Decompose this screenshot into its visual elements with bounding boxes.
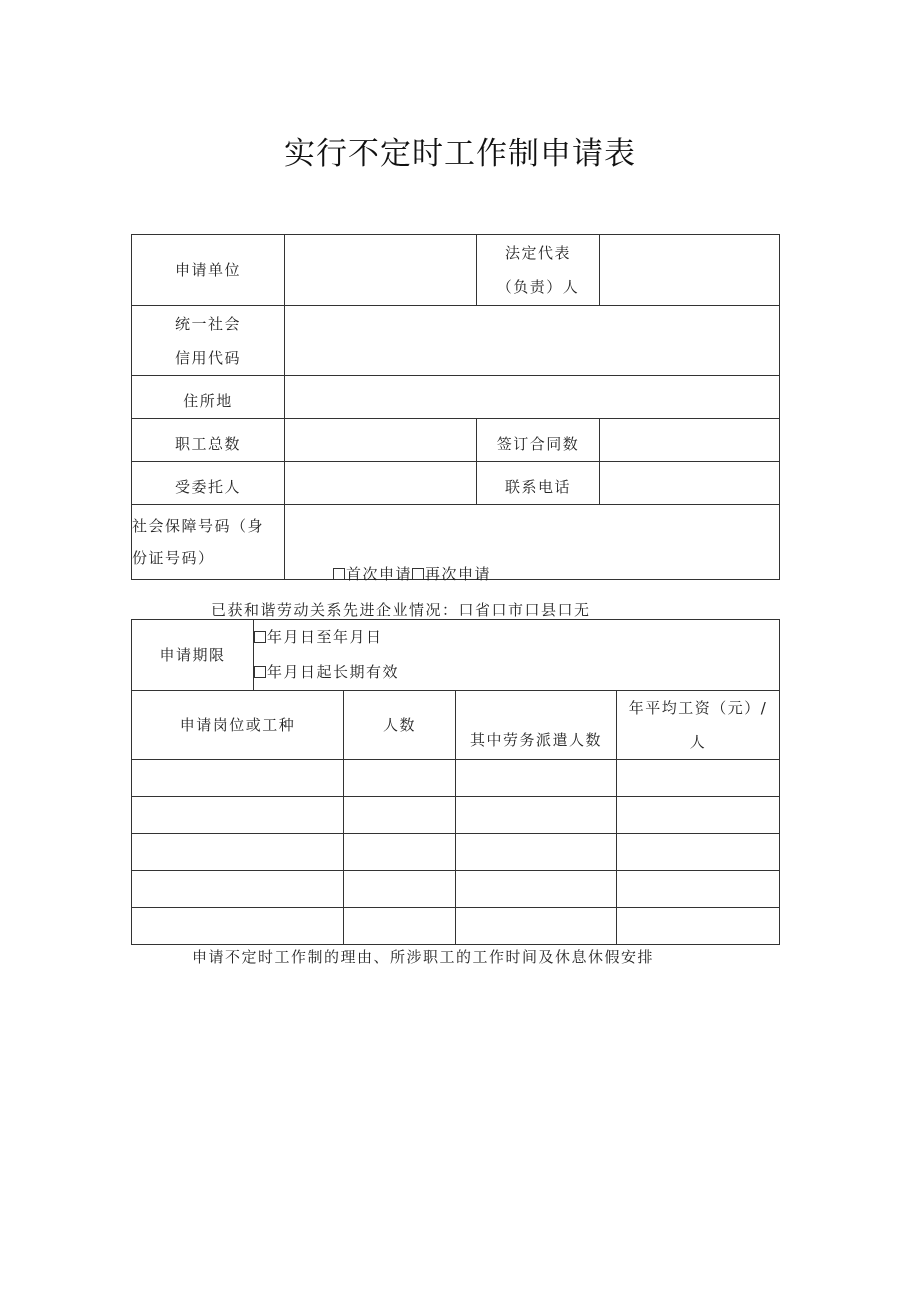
legal-rep-label-line1: 法定代表 bbox=[504, 244, 571, 262]
col-dispatch-header: 其中劳务派遣人数 bbox=[456, 691, 617, 760]
reapplication-label: 再次申请 bbox=[425, 565, 492, 583]
period-option-range[interactable] bbox=[254, 620, 779, 655]
applicant-unit-label: 申请单位 bbox=[132, 235, 285, 306]
honor-status-line: 已获和谐劳动关系先进企业情况：口省口市口县口无 bbox=[211, 601, 591, 619]
credit-code-label bbox=[132, 306, 285, 376]
dispatch-cell[interactable] bbox=[456, 834, 617, 871]
col-wage-header-line1: 年平均工资（元）/ bbox=[628, 699, 768, 717]
table-row bbox=[132, 797, 780, 834]
total-staff-label: 职工总数 bbox=[132, 419, 285, 462]
credit-code-label-line2: 信用代码 bbox=[174, 348, 241, 367]
ssn-label-line2: 份证号码） bbox=[132, 549, 215, 567]
contracts-signed-field[interactable] bbox=[600, 419, 780, 462]
col-post-header: 申请岗位或工种 bbox=[132, 691, 344, 760]
wage-cell[interactable] bbox=[617, 760, 780, 797]
credit-code-field[interactable] bbox=[285, 306, 780, 376]
first-application-label: 首次申请 bbox=[346, 565, 413, 583]
post-cell[interactable] bbox=[132, 760, 344, 797]
count-cell[interactable] bbox=[344, 834, 456, 871]
post-cell[interactable] bbox=[132, 834, 344, 871]
wage-cell[interactable] bbox=[617, 834, 780, 871]
reapplication-checkbox[interactable] bbox=[412, 568, 424, 580]
table-row bbox=[132, 834, 780, 871]
table-row bbox=[132, 871, 780, 908]
ssn-label bbox=[132, 505, 285, 580]
count-cell[interactable] bbox=[344, 871, 456, 908]
positions-table bbox=[131, 619, 780, 945]
period-longterm-checkbox[interactable] bbox=[254, 666, 266, 678]
applicant-unit-field[interactable] bbox=[285, 235, 477, 306]
table-row bbox=[132, 908, 780, 945]
reason-line: 申请不定时工作制的理由、所涉职工的工作时间及休息休假安排 bbox=[192, 948, 655, 966]
trustee-field[interactable] bbox=[285, 462, 477, 505]
post-cell[interactable] bbox=[132, 908, 344, 945]
total-staff-field[interactable] bbox=[285, 419, 477, 462]
col-count-header: 人数 bbox=[344, 691, 456, 760]
ssn-label-line1: 社会保障号码（身 bbox=[132, 517, 265, 535]
address-label: 住所地 bbox=[132, 376, 285, 419]
applicant-info-table bbox=[131, 234, 780, 580]
legal-rep-label-line2: （负责）人 bbox=[496, 278, 580, 296]
wage-cell[interactable] bbox=[617, 871, 780, 908]
post-cell[interactable] bbox=[132, 797, 344, 834]
col-wage-header-line2: 人 bbox=[689, 733, 707, 751]
period-range-checkbox[interactable] bbox=[254, 631, 266, 643]
period-longterm-label: 年月日起长期有效 bbox=[267, 663, 400, 681]
period-options bbox=[254, 620, 780, 691]
post-cell[interactable] bbox=[132, 871, 344, 908]
address-field[interactable] bbox=[285, 376, 780, 419]
dispatch-cell[interactable] bbox=[456, 908, 617, 945]
trustee-label: 受委托人 bbox=[132, 462, 285, 505]
period-option-longterm[interactable] bbox=[254, 655, 779, 690]
dispatch-cell[interactable] bbox=[456, 760, 617, 797]
dispatch-cell[interactable] bbox=[456, 797, 617, 834]
count-cell[interactable] bbox=[344, 760, 456, 797]
contracts-signed-label: 签订合同数 bbox=[477, 419, 600, 462]
count-cell[interactable] bbox=[344, 908, 456, 945]
phone-field[interactable] bbox=[600, 462, 780, 505]
count-cell[interactable] bbox=[344, 797, 456, 834]
credit-code-label-line1: 统一社会 bbox=[174, 314, 241, 333]
page-title: 实行不定时工作制申请表 bbox=[284, 136, 636, 172]
period-range-label: 年月日至年月日 bbox=[267, 628, 383, 646]
application-type-line bbox=[333, 563, 491, 584]
wage-cell[interactable] bbox=[617, 908, 780, 945]
phone-label: 联系电话 bbox=[477, 462, 600, 505]
dispatch-cell[interactable] bbox=[456, 871, 617, 908]
col-wage-header bbox=[617, 691, 780, 760]
legal-rep-field[interactable] bbox=[600, 235, 780, 306]
table-row bbox=[132, 760, 780, 797]
legal-rep-label bbox=[477, 235, 600, 306]
first-application-checkbox[interactable] bbox=[333, 568, 345, 580]
wage-cell[interactable] bbox=[617, 797, 780, 834]
period-label: 申请期限 bbox=[132, 620, 254, 691]
